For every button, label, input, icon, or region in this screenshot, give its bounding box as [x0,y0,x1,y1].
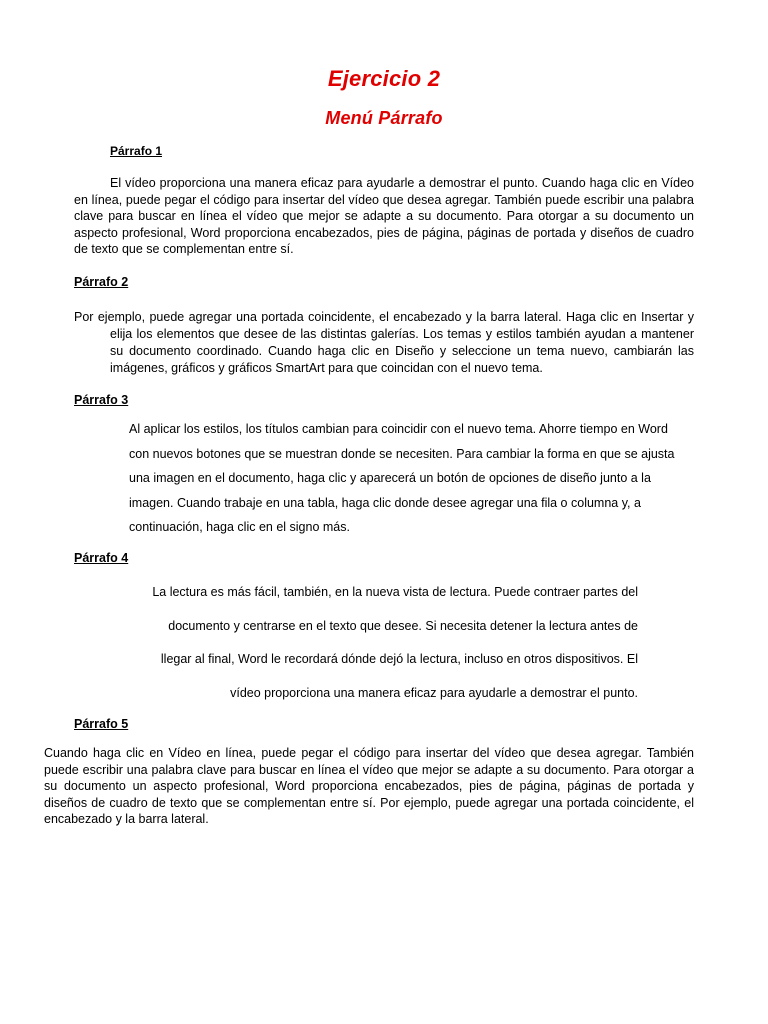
section-paragraph-5: Cuando haga clic en Vídeo en línea, puede pegar el código para insertar del vídeo que desea agregar. También puede escribir una palabra clave para buscar en línea el vídeo que mejor se adapte a su documento. Para otorgar a su documento un aspecto profesional, Word proporciona encabezados, pies de página, páginas de portada y diseños de cuadro de texto que se complementan entre sí. Por ejemplo, puede agregar una portada coincidente, el encabezado y la barra lateral. [44,746,694,826]
section-paragraph-1: El vídeo proporciona una manera eficaz para ayudarle a demostrar el punto. Cuando haga clic en Vídeo en línea, puede pegar el código para insertar del vídeo que desea agregar. También puede escribir una palabra clave para buscar en línea el vídeo que mejor se adapte a su documento. Para otorgar a su documento un aspecto profesional, Word proporciona encabezados, pies de página, páginas de portada y diseños de cuadro de texto que se complementan entre sí. [74,176,694,256]
document-title: Ejercicio 2 [327,66,441,91]
section-paragraph-3: Al aplicar los estilos, los títulos cambian para coincidir con el nuevo tema. Ahorre tiempo en Word con nuevos botones que se muestran donde se necesiten. Para cambiar la forma en que se ajusta una imagen en el documento, haga clic y aparecerá un botón de opciones de diseño junto a la imagen. Cuando trabaje en una tabla, haga clic donde desee agregar una fila o columna y, a continuación, haga clic en el signo más. [129,422,675,534]
section-paragraph-2: Por ejemplo, puede agregar una portada coincidente, el encabezado y la barra lateral. Haga clic en Insertar y elija los elementos que desee de las distintas galerías. Los temas y estilos también ayudan a mantener su documento coordinado. Cuando haga clic en Diseño y seleccione un tema nuevo, cambiarán las imágenes, gráficos y gráficos SmartArt para que coincidan con el nuevo tema. [74,310,694,375]
document-subtitle: Menú Párrafo [325,108,443,128]
section-heading-2: Párrafo 2 [74,275,129,289]
section-heading-1: Párrafo 1 [110,144,163,158]
section-heading-3: Párrafo 3 [74,393,129,407]
section-paragraph-4: La lectura es más fácil, también, en la nueva vista de lectura. Puede contraer partes del documento y centrarse en el texto que desee. Si necesita detener la lectura antes de llegar al final, Word le recordará dónde dejó la lectura, incluso en otros dispositivos. El vídeo proporciona una manera eficaz para ayudarle a demostrar el punto. [152,585,638,700]
section-heading-5: Párrafo 5 [74,717,129,731]
section-heading-4: Párrafo 4 [74,551,129,565]
